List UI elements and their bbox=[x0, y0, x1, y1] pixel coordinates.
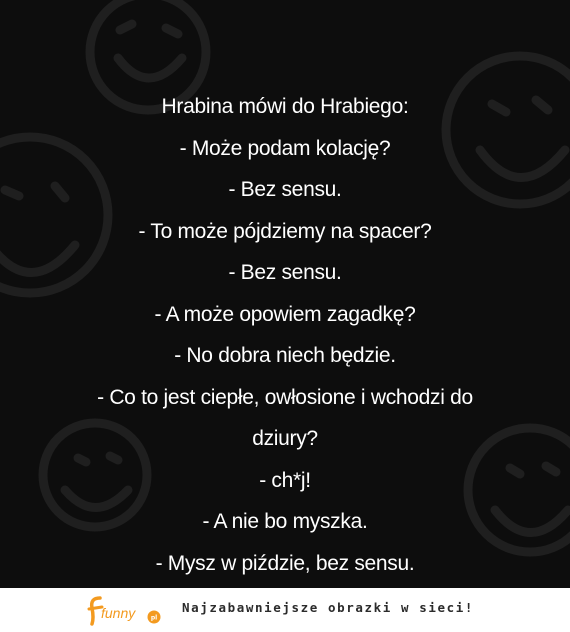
joke-line: - To może pójdziemy na spacer? bbox=[138, 219, 432, 243]
joke-line: dziury? bbox=[252, 427, 318, 450]
joke-line: Hrabina mówi do Hrabiego: bbox=[161, 95, 409, 118]
logo-badge: pl bbox=[150, 614, 158, 622]
joke-line: - No dobra niech będzie. bbox=[174, 344, 396, 367]
joke-line: - A może opowiem zagadkę? bbox=[154, 302, 416, 326]
joke-line: - Co to jest ciepłe, owłosione i wchodzi do bbox=[97, 385, 473, 409]
site-footer bbox=[0, 588, 570, 632]
joke-line: - ch*j! bbox=[259, 468, 311, 492]
joke-line: - A nie bo myszka. bbox=[202, 510, 368, 533]
logo-text: funny bbox=[101, 605, 136, 621]
joke-line: - Bez sensu. bbox=[228, 261, 342, 284]
site-tagline: Najzabawniejsze obrazki w sieci! bbox=[182, 600, 475, 615]
funny-logo-icon[interactable] bbox=[86, 592, 166, 628]
joke-text bbox=[40, 86, 530, 584]
joke-line: - Może podam kolację? bbox=[179, 136, 391, 160]
joke-line: - Bez sensu. bbox=[228, 178, 342, 201]
joke-line: - Mysz w piździe, bez sensu. bbox=[155, 551, 415, 575]
